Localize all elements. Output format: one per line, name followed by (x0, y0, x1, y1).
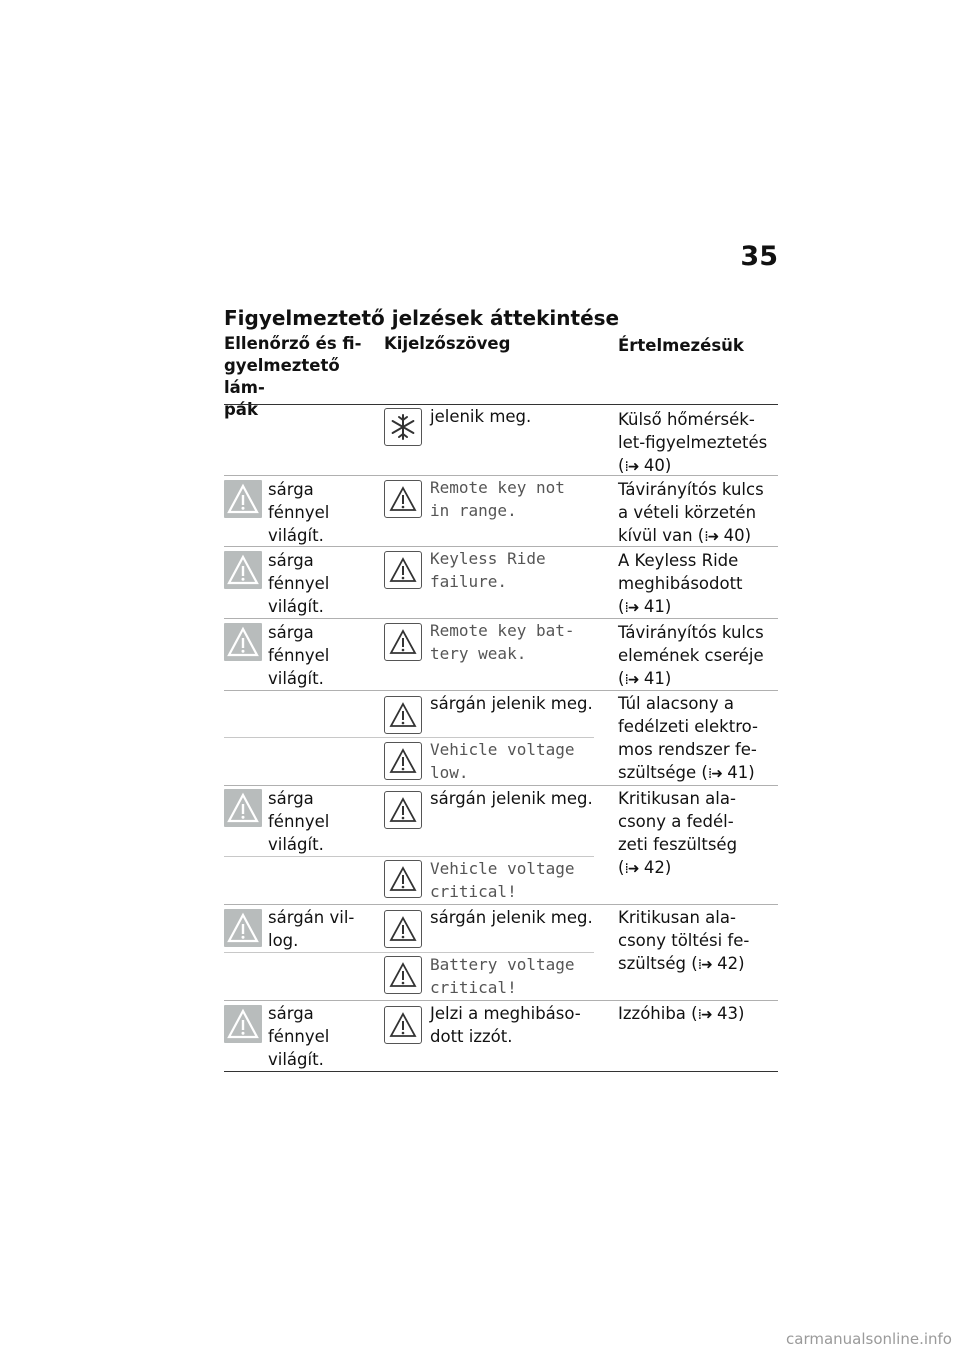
row3-display: Keyless Ride failure. (430, 549, 546, 591)
row9-display: sárgán jelenik meg. (430, 908, 593, 927)
row-divider (224, 904, 778, 905)
warning-triangle-icon (384, 623, 422, 661)
row2-meaning: Távirányítós kulcs a vételi körzetén kívül van (⁞➜ 40) (618, 480, 764, 545)
row3-meaning: A Keyless Ride meghibásodott (⁞➜ 41) (618, 551, 743, 616)
reference-arrow-icon: ⁞➜ (697, 1007, 712, 1023)
reference-arrow-icon: ⁞➜ (624, 672, 639, 688)
reference-arrow-icon: ⁞➜ (624, 600, 639, 616)
row9-meaning: Kritikusan ala- csony töltési fe- szültség (⁞➜ 42) (618, 908, 750, 973)
row3-lamp: sárga fénnyel világít. (268, 551, 330, 616)
reference-arrow-icon: ⁞➜ (697, 957, 712, 973)
row3-reference[interactable]: 41) (643, 597, 672, 616)
row9-lamp: sárgán vil- log. (268, 908, 355, 950)
warning-triangle-icon (384, 956, 422, 994)
warning-lamp-icon (224, 789, 262, 827)
row4-meaning: Távirányítós kulcs elemének cseréje (⁞➜ 41) (618, 623, 764, 688)
row11-meaning: Izzóhiba (⁞➜ 43) (618, 1004, 745, 1023)
row-divider (224, 1000, 778, 1001)
row7-display: sárgán jelenik meg. (430, 789, 593, 808)
row7-meaning: Kritikusan ala- csony a fedél- zeti feszültség (⁞➜ 42) (618, 789, 738, 877)
row1-meaning: Külső hőmérsék- let-figyelmeztetés (⁞➜ 40) (618, 410, 768, 475)
reference-arrow-icon: ⁞➜ (707, 766, 723, 782)
warning-triangle-icon (384, 480, 422, 518)
header-meaning: Értelmezésük (618, 336, 744, 355)
warning-triangle-icon (384, 910, 422, 948)
snowflake-icon (384, 408, 422, 446)
row1-display: jelenik meg. (430, 407, 532, 426)
reference-arrow-icon: ⁞➜ (624, 861, 639, 877)
row7-lamp: sárga fénnyel világít. (268, 789, 330, 854)
reference-arrow-icon: ⁞➜ (704, 529, 719, 545)
reference-arrow-icon: ⁞➜ (624, 459, 639, 475)
row2-reference[interactable]: 40) (723, 526, 752, 545)
row4-display: Remote key bat- tery weak. (430, 621, 575, 663)
header-display-text: Kijelzőszöveg (384, 334, 511, 353)
warning-lamp-icon (224, 909, 262, 947)
row5-display: sárgán jelenik meg. (430, 694, 593, 713)
row2-lamp: sárga fénnyel világít. (268, 480, 330, 545)
row7-reference[interactable]: 42) (643, 858, 672, 877)
warning-triangle-icon (384, 551, 422, 589)
row8-display: Vehicle voltage critical! (430, 859, 575, 901)
warning-lamp-icon (224, 1005, 262, 1043)
row11-reference[interactable]: 43) (717, 1004, 745, 1023)
table-bottom-rule (224, 1071, 778, 1072)
warning-lamp-icon (224, 623, 262, 661)
warning-triangle-icon (384, 791, 422, 829)
warning-lamp-icon (224, 480, 262, 518)
warning-triangle-icon (384, 1006, 422, 1044)
warning-triangle-icon (384, 860, 422, 898)
row2-display: Remote key not in range. (430, 478, 565, 520)
header-lamps: Ellenőrző és fi- gyelmeztető lám- pák (224, 334, 362, 419)
row1-reference[interactable]: 40) (643, 456, 672, 475)
page-number: 35 (740, 241, 778, 272)
warning-triangle-icon (384, 696, 422, 734)
row11-lamp: sárga fénnyel világít. (268, 1004, 330, 1069)
footer-watermark: carmanualsonline.info (786, 1330, 952, 1348)
row10-display: Battery voltage critical! (430, 955, 575, 997)
row9-reference[interactable]: 42) (717, 954, 745, 973)
warning-triangle-icon (384, 742, 422, 780)
row4-reference[interactable]: 41) (643, 669, 672, 688)
row-divider (224, 690, 778, 691)
row-divider (224, 785, 778, 786)
row6-display: Vehicle voltage low. (430, 740, 575, 782)
section-title: Figyelmeztető jelzések áttekintése (224, 306, 620, 330)
row5-reference[interactable]: 41) (727, 763, 755, 782)
row5-meaning: Túl alacsony a fedélzeti elektro- mos rendszer fe- szültsége (⁞➜ 41) (618, 694, 758, 782)
warning-lamp-icon (224, 551, 262, 589)
row4-lamp: sárga fénnyel világít. (268, 623, 330, 688)
row11-display: Jelzi a meghibáso- dott izzót. (430, 1004, 581, 1046)
